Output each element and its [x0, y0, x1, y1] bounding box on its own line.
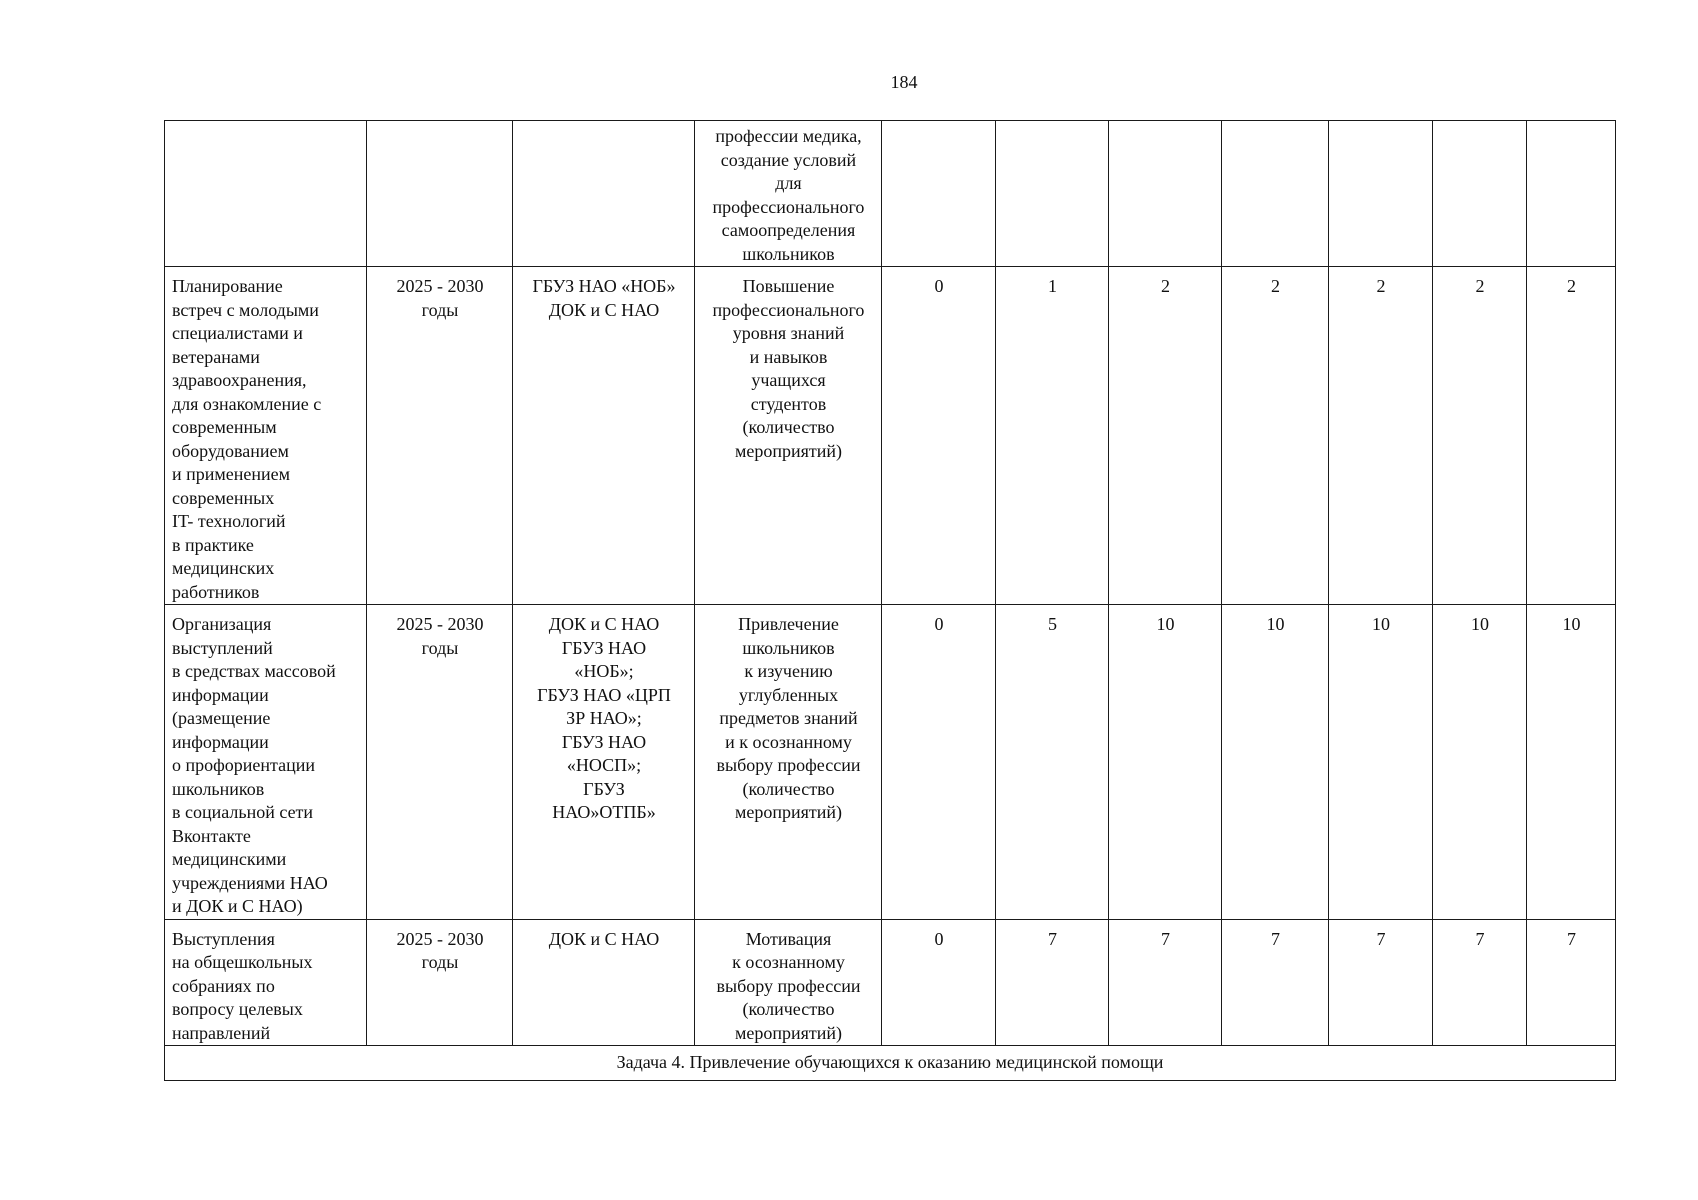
- cell-value: 10: [1527, 605, 1616, 920]
- cell-value-empty: [1433, 121, 1527, 267]
- table-row: [165, 919, 1616, 1046]
- cell-value: 7: [1527, 919, 1616, 1046]
- cell-value: 7: [1329, 919, 1433, 1046]
- cell-value: 1: [996, 267, 1109, 605]
- cell-executor-empty: [513, 121, 695, 267]
- task-heading: Задача 4. Привлечение обучающихся к оказанию медицинской помощи: [165, 1046, 1616, 1081]
- cell-value: 2: [1109, 267, 1222, 605]
- cell-value: 7: [1109, 919, 1222, 1046]
- cell-executor: ДОК и С НАО: [513, 919, 695, 1046]
- cell-executor: ДОК и С НАО ГБУЗ НАО «НОБ»; ГБУЗ НАО «ЦРП ЗР НАО»; ГБУЗ НАО «НОСП»; ГБУЗ НАО»ОТПБ»: [513, 605, 695, 920]
- measures-table: [164, 120, 1616, 1081]
- table-row: [165, 267, 1616, 605]
- cell-period: 2025 - 2030 годы: [367, 919, 513, 1046]
- cell-value: 10: [1433, 605, 1527, 920]
- cell-value: 10: [1329, 605, 1433, 920]
- cell-result: Мотивация к осознанному выбору профессии (количество мероприятий): [695, 919, 882, 1046]
- cell-value-empty: [1329, 121, 1433, 267]
- cell-value: 5: [996, 605, 1109, 920]
- cell-value: 2: [1222, 267, 1329, 605]
- cell-period: 2025 - 2030 годы: [367, 605, 513, 920]
- cell-value: 0: [882, 267, 996, 605]
- cell-result: Повышение профессионального уровня знаний и навыков учащихся студентов (количество мероприятий): [695, 267, 882, 605]
- table-row: [165, 605, 1616, 920]
- cell-period-empty: [367, 121, 513, 267]
- cell-value: 7: [1222, 919, 1329, 1046]
- cell-value: 0: [882, 919, 996, 1046]
- cell-result: профессии медика, создание условий для профессионального самоопределения школьников: [695, 121, 882, 267]
- page-number: 184: [890, 72, 918, 92]
- cell-activity: Организация выступлений в средствах массовой информации (размещение информации о профориентации школьников в социальной сети Вконтакте медицинскими учреждениями НАО и ДОК и С НАО): [165, 605, 367, 920]
- cell-value-empty: [1222, 121, 1329, 267]
- cell-value: 10: [1109, 605, 1222, 920]
- cell-value: 2: [1527, 267, 1616, 605]
- cell-executor: ГБУЗ НАО «НОБ» ДОК и С НАО: [513, 267, 695, 605]
- cell-activity: Планирование встреч с молодыми специалистами и ветеранами здравоохранения, для ознакомление с современным оборудованием и применением современных IT- технологий в практике медицинских работников: [165, 267, 367, 605]
- cell-value-empty: [996, 121, 1109, 267]
- cell-activity: Выступления на общешкольных собраниях по вопросу целевых направлений: [165, 919, 367, 1046]
- cell-value-empty: [882, 121, 996, 267]
- cell-activity-empty: [165, 121, 367, 267]
- cell-period: 2025 - 2030 годы: [367, 267, 513, 605]
- cell-value: 2: [1329, 267, 1433, 605]
- task-heading-row: [165, 1046, 1616, 1081]
- cell-value: 2: [1433, 267, 1527, 605]
- cell-value: 10: [1222, 605, 1329, 920]
- table-row-continuation: [165, 121, 1616, 267]
- cell-value: 0: [882, 605, 996, 920]
- cell-value-empty: [1527, 121, 1616, 267]
- cell-value: 7: [1433, 919, 1527, 1046]
- cell-value-empty: [1109, 121, 1222, 267]
- cell-result: Привлечение школьников к изучению углубленных предметов знаний и к осознанному выбору профессии (количество мероприятий): [695, 605, 882, 920]
- cell-value: 7: [996, 919, 1109, 1046]
